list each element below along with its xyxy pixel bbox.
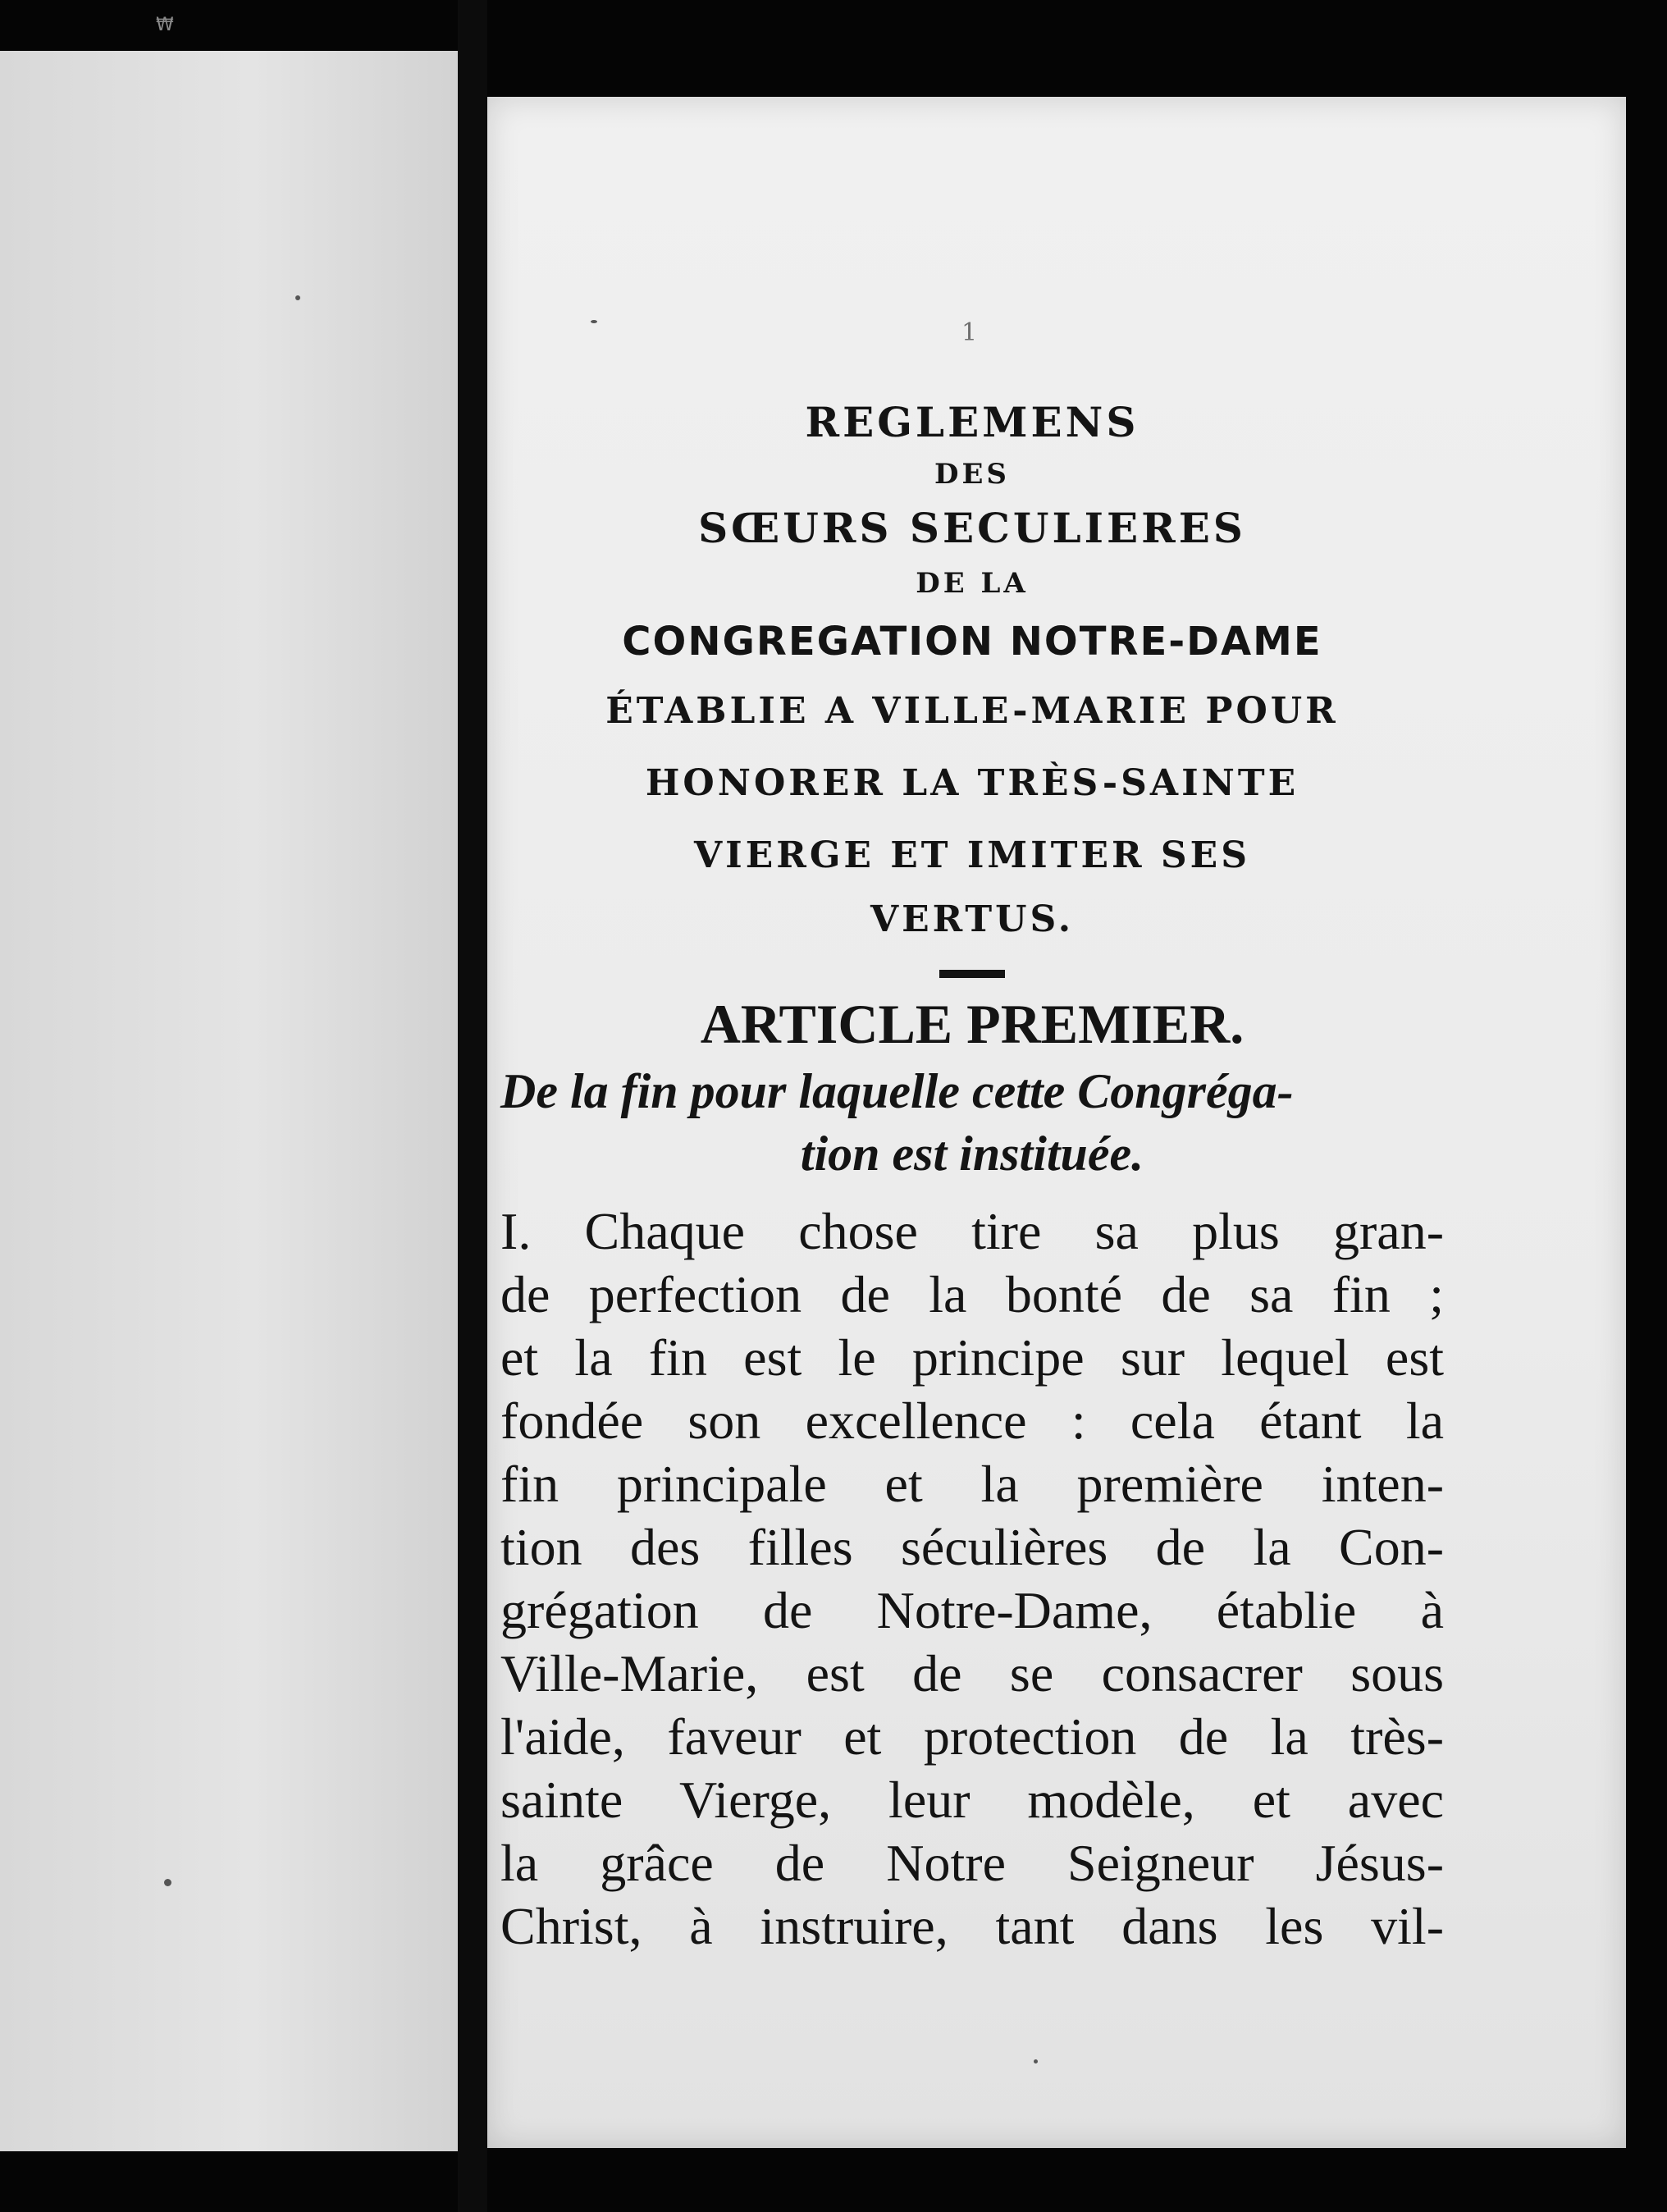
left-page-fragment (0, 51, 458, 2151)
heading-line-congregation: CONGREGATION NOTRE-DAME (622, 619, 1322, 665)
heading-line-vertus: VERTUS. (870, 898, 1075, 940)
page-number: 1 (961, 318, 978, 347)
article-title: ARTICLE PREMIER. (700, 993, 1245, 1055)
paper-speck (164, 1879, 171, 1886)
body-line: fondée son excellence : cela étant la (500, 1392, 1444, 1450)
paper-speck (591, 320, 597, 323)
heading-line-etablie: ÉTABLIE A VILLE-MARIE POUR (605, 690, 1339, 732)
body-line: fin principale et la première inten- (500, 1455, 1444, 1513)
heading-line-reglemens: REGLEMENS (805, 398, 1139, 446)
body-line: sainte Vierge, leur modèle, et avec (500, 1771, 1444, 1829)
page-text (500, 394, 1444, 1958)
book-spine (458, 0, 487, 2212)
body-line: I. Chaque chose tire sa plus gran- (500, 1202, 1444, 1260)
separator-rule (939, 970, 1005, 978)
body-line: et la fin est le principe sur lequel est (500, 1328, 1444, 1387)
body-line: Ville-Marie, est de se consacrer sous (500, 1644, 1444, 1702)
body-line: de perfection de la bonté de sa fin ; (500, 1265, 1444, 1323)
body-line: tion des filles séculières de la Con- (500, 1518, 1444, 1576)
body-line: la grâce de Notre Seigneur Jésus- (500, 1834, 1444, 1892)
body-line: grégation de Notre-Dame, établie à (500, 1581, 1444, 1639)
body-line: l'aide, faveur et protection de la très- (500, 1707, 1444, 1766)
article-subtitle-line-2: tion est instituée. (800, 1127, 1144, 1181)
paper-speck (1034, 2059, 1038, 2063)
heading-line-soeurs: SŒURS SECULIERES (698, 504, 1246, 552)
heading-line-de-la: DE LA (916, 567, 1029, 600)
heading-line-des: DES (934, 458, 1010, 491)
corner-mark: ₩ (156, 15, 174, 35)
heading-line-vierge: VIERGE ET IMITER SES (694, 834, 1250, 876)
article-subtitle-line-1: De la fin pour laquelle cette Congréga- (500, 1064, 1294, 1118)
heading-line-honorer: HONORER LA TRÈS-SAINTE (645, 762, 1299, 804)
paper-speck (295, 295, 300, 300)
body-line: Christ, à instruire, tant dans les vil- (500, 1897, 1444, 1955)
